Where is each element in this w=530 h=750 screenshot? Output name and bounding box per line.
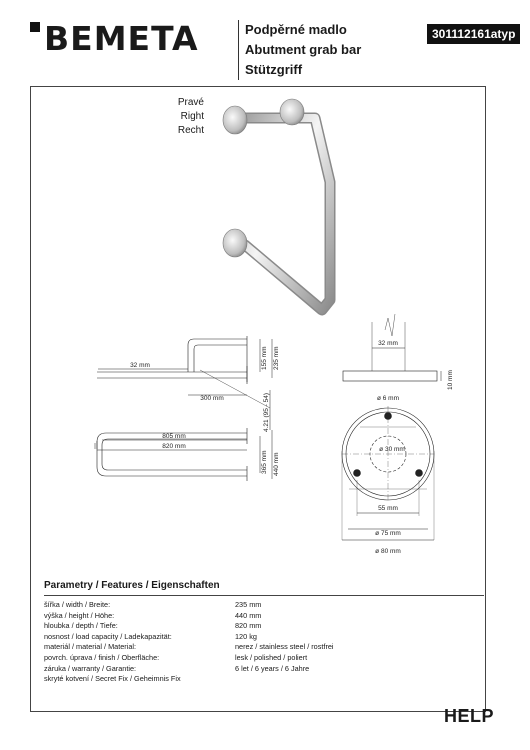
variant-en: Right [180, 111, 204, 122]
spec-label: nosnost / load capacity / Ladekapazität: [44, 631, 172, 641]
dim-440: 440 mm [273, 452, 280, 476]
params-title: Parametry / Features / Eigenschaften [44, 580, 220, 591]
side-view [97, 336, 270, 408]
spec-value: 440 mm [235, 610, 262, 620]
spec-label: záruka / warranty / Garantie: [44, 663, 137, 673]
dim-235: 235 mm [273, 346, 280, 370]
spec-row [44, 600, 334, 611]
spec-value: lesk / polished / poliert [235, 652, 308, 662]
dim-820: 820 mm [162, 443, 186, 450]
dim-30: ø 30 mm [379, 446, 405, 453]
dim-32: 32 mm [130, 362, 150, 369]
variant-cz: Pravé [177, 97, 204, 108]
params-divider [44, 595, 484, 596]
spec-value: 235 mm [235, 600, 262, 609]
spec-value: 820 mm [235, 621, 262, 631]
spec-label: skryté kotvení / Secret Fix / Geheimnis Fix [44, 674, 181, 684]
spec-row [44, 632, 334, 643]
dim-300: 300 mm [200, 395, 224, 402]
dim-805: 805 mm [162, 433, 186, 440]
dim-75: ø 75 mm [375, 530, 401, 537]
spec-value [235, 674, 334, 685]
spec-row [44, 674, 334, 685]
footer-brand: HELP [443, 706, 494, 726]
spec-row [44, 611, 334, 622]
spec-row [44, 642, 334, 653]
dim-155: 155 mm [261, 346, 268, 370]
spec-label: šířka / width / Breite: [44, 600, 111, 609]
spec-label: materiál / material / Material: [44, 642, 137, 652]
spec-label: výška / height / Höhe: [44, 610, 115, 620]
brand-name: BEMETA [44, 19, 199, 58]
variant-de: Recht [177, 125, 204, 136]
spec-row [44, 653, 334, 664]
dim-hole-6: ø 6 mm [376, 395, 400, 402]
spec-row [44, 664, 334, 675]
side-view-dims [98, 339, 272, 430]
dim-365: 365 mm [261, 450, 268, 474]
spec-label: hloubka / depth / Tiefe: [44, 621, 118, 631]
product-image [223, 99, 330, 310]
product-code: 301112161atyp [427, 24, 520, 44]
spec-value: 120 kg [235, 631, 257, 641]
spec-row [44, 621, 334, 632]
title-de: Stützgriff [245, 62, 303, 77]
title-en: Abutment grab bar [245, 42, 362, 57]
title-cz: Podpěrné madlo [245, 22, 347, 37]
plate-side-view [343, 314, 441, 381]
spec-value: 6 let / 6 years / 6 Jahre [235, 663, 310, 673]
plate-front-view [342, 406, 434, 540]
params-table [44, 600, 334, 685]
dim-80: ø 80 mm [375, 548, 401, 555]
dim-plate-32: 32 mm [378, 340, 398, 347]
dim-plate-10: 10 mm [447, 370, 454, 390]
spec-label: povrch. úprava / finish / Oberfläche: [44, 652, 160, 662]
dim-angle: 4.21 (95 - 54) [263, 392, 270, 432]
dim-55: 55 mm [378, 505, 398, 512]
spec-value: nerez / stainless steel / rostfrei [235, 642, 334, 652]
